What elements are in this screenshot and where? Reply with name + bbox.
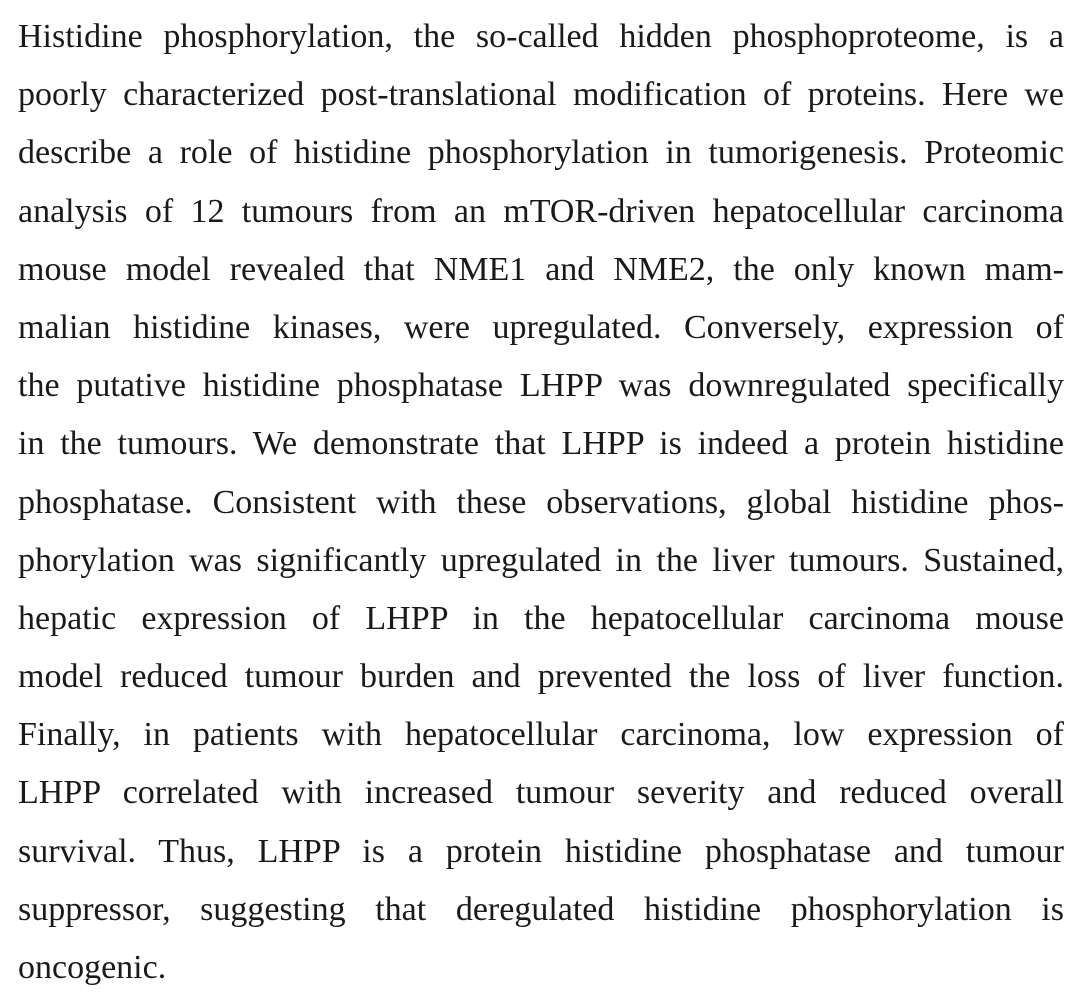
abstract-line-11: hepatic expression of LHPP in the hepatocellular carcinoma mouse (18, 599, 1064, 637)
abstract-line-13: Finally, in patients with hepatocellular carcinoma, low expression of (18, 716, 1064, 754)
abstract-line-15: survival. Thus, LHPP is a protein histidine phosphatase and tumour (18, 832, 1064, 870)
abstract-line-9: phosphatase. Consistent with these observations, global histidine phos- (18, 483, 1064, 521)
abstract-line-16: suppressor, suggesting that deregulated histidine phosphorylation is (18, 890, 1064, 928)
abstract-line-7: the putative histidine phosphatase LHPP was downregulated specifically (18, 367, 1064, 405)
abstract-line-1: Histidine phosphorylation, the so-called hidden phosphoproteome, is a (18, 18, 1064, 55)
abstract-line-5: mouse model revealed that NME1 and NME2, the only known mam- (18, 250, 1064, 288)
abstract-line-14: LHPP correlated with increased tumour severity and reduced overall (18, 774, 1064, 812)
abstract-line-4: analysis of 12 tumours from an mTOR-driven hepatocellular carcinoma (18, 192, 1064, 230)
abstract-paragraph (18, 8, 1064, 997)
abstract-line-3: describe a role of histidine phosphorylation in tumorigenesis. Proteomic (18, 134, 1064, 172)
abstract-line-6: malian histidine kinases, were upregulated. Conversely, expression of (18, 308, 1064, 346)
abstract-line-12: model reduced tumour burden and prevented the loss of liver function. (18, 658, 1064, 696)
abstract-line-17: oncogenic. (18, 949, 167, 986)
abstract-line-8: in the tumours. We demonstrate that LHPP is indeed a protein histidine (18, 425, 1064, 463)
abstract-line-10: phorylation was significantly upregulated in the liver tumours. Sustained, (18, 541, 1064, 579)
abstract-line-2: poorly characterized post-translational modification of proteins. Here we (18, 76, 1064, 114)
